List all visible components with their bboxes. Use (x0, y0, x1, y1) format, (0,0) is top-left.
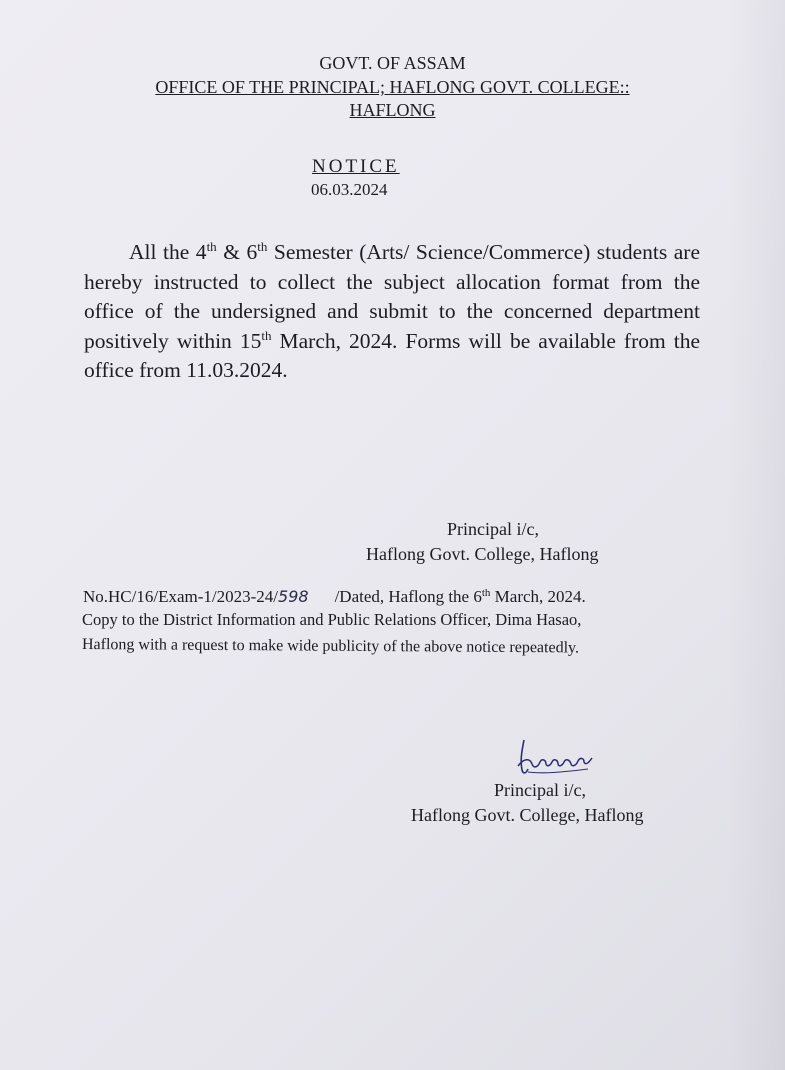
reference-dated-sup: th (481, 587, 491, 599)
handwritten-reference-number: 598 (278, 587, 309, 606)
signatory-title-2: Principal i/c, (494, 780, 586, 800)
body-sup-1: th (206, 239, 217, 254)
copy-to-line-2: Haflong with a request to make wide publicity of the above notice repeatedly. (81, 636, 580, 657)
reference-dated-suffix: March, 2024. (490, 587, 586, 606)
signatory-institution: Haflong Govt. College, Haflong (366, 544, 599, 564)
body-sup-3: th (261, 327, 272, 343)
copy-to-line-1: Copy to the District Information and Public Relations Officer, Dima Hasao, (82, 610, 582, 629)
page-shadow (725, 0, 785, 1070)
body-part-3: Semester (Arts/ Science/Commerce) students are hereby instructed to collect the subject allocation format from the office of the undersigned and submit to the concerned department positively within 15 (84, 240, 701, 353)
reference-dated: /Dated, Haflong the 6 (334, 587, 482, 606)
body-part-1: All the 4 (129, 240, 207, 264)
office-heading: OFFICE OF THE PRINCIPAL; HAFLONG GOVT. COLLEGE:: (155, 77, 630, 97)
body-part-4: March, 2024. Forms will be available from the office from 11.03.2024. (84, 328, 701, 383)
handwritten-signature (514, 736, 604, 780)
govt-heading: GOVT. OF ASSAM (319, 53, 466, 73)
notice-date: 06.03.2024 (311, 180, 388, 199)
office-heading-city: HAFLONG (349, 100, 436, 120)
reference-number: No.HC/16/Exam-1/2023-24/ (83, 587, 279, 606)
signatory-institution-2: Haflong Govt. College, Haflong (411, 805, 644, 825)
reference-line (83, 587, 586, 607)
notice-title: NOTICE (312, 156, 400, 177)
body-part-2: & 6 (216, 240, 258, 264)
body-sup-2: th (257, 239, 268, 254)
signatory-title: Principal i/c, (447, 519, 539, 539)
notice-body (84, 238, 700, 386)
